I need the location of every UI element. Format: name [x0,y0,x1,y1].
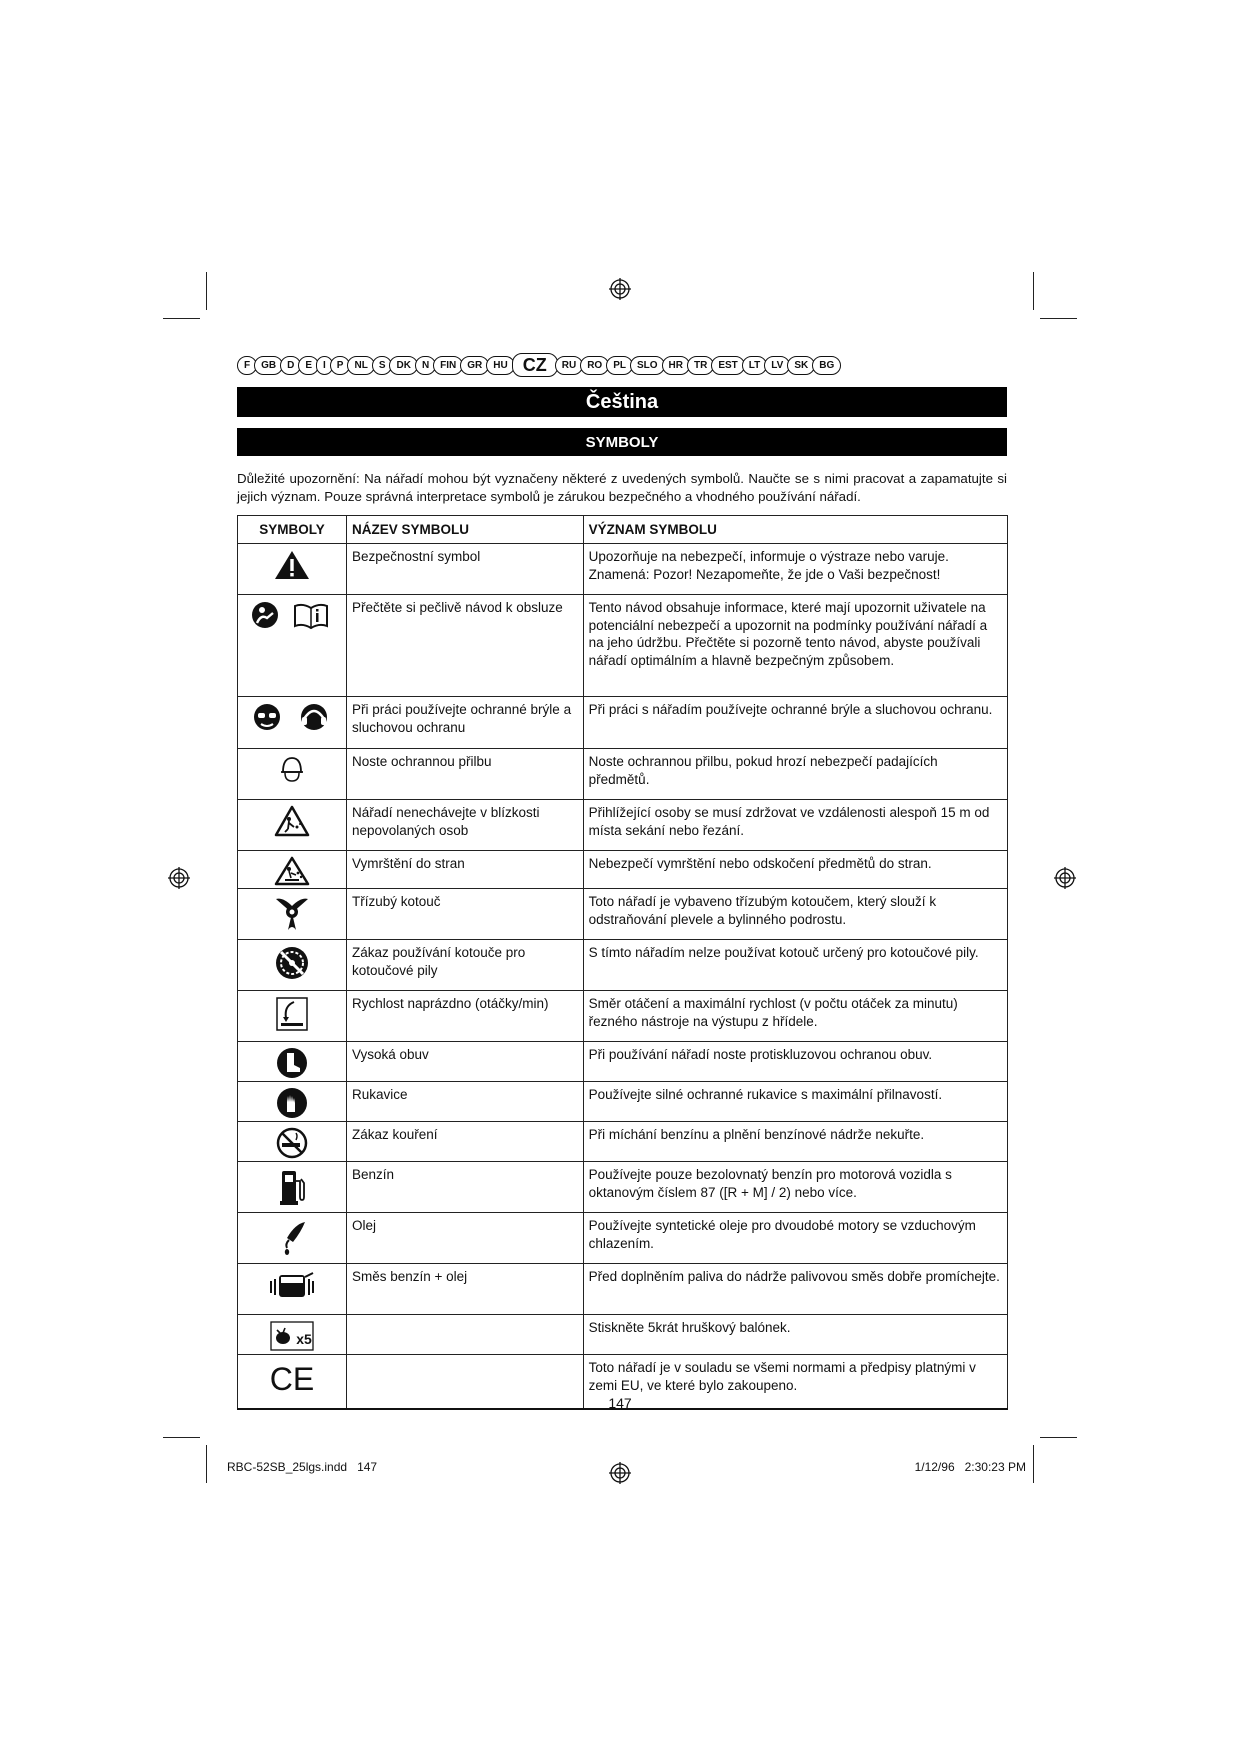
symbol-meaning: Používejte pouze bezolovnatý benzín pro motorová vozidla s oktanovým číslem 87 ([R + M] / 2) nebo více. [583,1162,1007,1213]
symbol-meaning: Používejte syntetické oleje pro dvoudobé motory se vzduchovým chlazením. [583,1213,1007,1264]
rotation-speed-icon [275,996,309,1032]
boots-icon [276,1047,308,1079]
primer-count-label: x5 [296,1331,312,1347]
symbol-name: Zákaz používání kotouče pro kotoučové pily [346,940,583,991]
gloves-icon [276,1087,308,1119]
registration-mark-icon [609,278,631,300]
symbol-name: Olej [346,1213,583,1264]
thrown-objects-icon [274,856,310,886]
lang-pill[interactable]: EST [711,356,744,375]
table-row [238,1122,1008,1162]
symbol-meaning: Toto nářadí je vybaveno třízubým kotoučem, který slouží k odstraňování plevele a bylinného podrostu. [583,889,1007,940]
symbol-cell [238,1162,347,1213]
symbol-cell [238,544,347,595]
table-row [238,851,1008,889]
symbol-cell [238,1042,347,1082]
language-selector [237,354,1007,376]
symbol-name: Vysoká obuv [346,1042,583,1082]
symbol-meaning: Při práci s nářadím používejte ochranné brýle a sluchovou ochranu. [583,697,1007,749]
ce-mark-label: CE [269,1361,315,1396]
table-row [238,1264,1008,1315]
lang-pill[interactable]: TR [687,356,714,375]
table-row [238,1213,1008,1264]
symbol-cell [238,1082,347,1122]
lang-pill[interactable]: RO [580,356,609,375]
symbol-cell [238,1264,347,1315]
symbol-name: Vymrštění do stran [346,851,583,889]
lang-pill[interactable]: LV [764,356,790,375]
lang-pill[interactable]: FIN [433,356,463,375]
table-header-row [238,516,1008,544]
symbol-cell [238,749,347,800]
column-header: VÝZNAM SYMBOLU [583,516,1007,544]
symbols-table [237,515,1008,1410]
lang-pill[interactable]: P [330,356,351,375]
crop-mark [1040,1437,1077,1438]
helmet-icon [277,754,307,784]
symbol-name: Směs benzín + olej [346,1264,583,1315]
crop-mark [206,272,207,310]
fuel-pump-icon [278,1167,306,1207]
symbol-name: Rychlost naprázdno (otáčky/min) [346,991,583,1042]
table-row [238,544,1008,595]
table-row [238,749,1008,800]
symbol-meaning: Používejte silné ochranné rukavice s maximální přilnavostí. [583,1082,1007,1122]
table-row [238,1082,1008,1122]
symbol-name: Benzín [346,1162,583,1213]
column-header: NÁZEV SYMBOLU [346,516,583,544]
table-row [238,1042,1008,1082]
lang-pill[interactable]: GR [460,356,489,375]
lang-pill[interactable]: NL [347,356,374,375]
table-row [238,1162,1008,1213]
symbol-meaning: Při míchání benzínu a plnění benzínové nádrže nekuřte. [583,1122,1007,1162]
table-row [238,800,1008,851]
no-saw-blade-icon [274,945,310,981]
symbol-cell [238,800,347,851]
crop-mark [1033,1445,1034,1483]
symbol-meaning: Stiskněte 5krát hruškový balónek. [583,1315,1007,1355]
lang-pill[interactable]: D [280,356,301,375]
intro-paragraph: Důležité upozornění: Na nářadí mohou být vyznačeny některé z uvedených symbolů. Naučte se s nimi pracovat a zapamatujte si jejich význam. Pouze správná interpretace symbolů je zárukou bezpečného a vhodného používání nářadí. [237,471,1007,504]
crop-mark [1040,318,1077,319]
three-tooth-blade-icon [273,894,311,932]
fuel-mix-icon [268,1269,316,1301]
symbol-name: Nářadí nenechávejte v blízkosti nepovolaných osob [346,800,583,851]
lang-pill[interactable]: BG [812,356,841,375]
symbol-meaning: Upozorňuje na nebezpečí, informuje o výstraze nebo varuje. Znamená: Pozor! Nezapomeňte, že jde o Vaši bezpečnost! [583,544,1007,595]
symbol-meaning: S tímto nářadím nelze používat kotouč určený pro kotoučové pily. [583,940,1007,991]
crop-mark [163,318,200,319]
symbol-meaning: Při používání nářadí noste protiskluzovou ochranou obuv. [583,1042,1007,1082]
oil-can-icon [277,1218,307,1258]
ce-mark-icon [269,1360,315,1396]
symbol-cell [238,595,347,697]
lang-pill-active[interactable]: CZ [512,353,558,377]
symbol-cell [238,1213,347,1264]
symbol-name: Rukavice [346,1082,583,1122]
symbol-meaning: Tento návod obsahuje informace, které mají upozornit uživatele na potenciální nebezpečí a upozornit na podmínky používání nářadí a na jeho údržbu. Přečtěte si pozorně tento návod, abyste používali nářadí optimálním a hlavně bezpečným způsobem. [583,595,1007,697]
symbol-name: Noste ochrannou přilbu [346,749,583,800]
symbol-name: Při práci používejte ochranné brýle a sluchovou ochranu [346,697,583,749]
symbol-cell [238,889,347,940]
symbol-meaning: Přihlížející osoby se musí zdržovat ve vzdálenosti alespoň 15 m od místa sekání nebo řezání. [583,800,1007,851]
lang-pill[interactable]: F [237,356,257,375]
lang-pill[interactable]: I [316,356,333,375]
lang-pill[interactable]: E [298,356,319,375]
symbol-meaning: Směr otáčení a maximální rychlost (v počtu otáček za minutu) řezného nástroje na výstupu z hřídele. [583,991,1007,1042]
table-row [238,595,1008,697]
eye-ear-protection-icon [251,702,333,734]
page-title: Čeština [237,387,1007,417]
footer-timestamp: 1/12/96 2:30:23 PM [914,1460,1026,1474]
symbol-cell [238,1315,347,1355]
table-row [238,991,1008,1042]
section-title: SYMBOLY [237,428,1007,456]
lang-pill[interactable]: LT [742,356,767,375]
table-row [238,697,1008,749]
symbol-cell [238,1122,347,1162]
registration-mark-icon [168,867,190,889]
page-number: 147 [608,1395,632,1411]
symbol-name: Zákaz kouření [346,1122,583,1162]
lang-pill[interactable]: GB [254,356,283,375]
lang-pill[interactable]: RU [555,356,583,375]
symbol-name [346,1315,583,1355]
symbol-meaning: Noste ochrannou přilbu, pokud hrozí nebezpečí padajících předmětů. [583,749,1007,800]
footer-filename: RBC-52SB_25lgs.indd 147 [227,1460,378,1474]
registration-mark-icon [1054,867,1076,889]
lang-pill[interactable]: SK [787,356,815,375]
crop-mark [163,1437,200,1438]
lang-pill[interactable]: SLO [630,356,665,375]
symbol-cell [238,991,347,1042]
lang-pill[interactable]: HR [662,356,690,375]
crop-mark [206,1445,207,1483]
column-header: SYMBOLY [238,516,347,544]
table-row [238,940,1008,991]
symbol-meaning: Před doplněním paliva do nádrže palivovou směs dobře promíchejte. [583,1264,1007,1315]
symbol-meaning: Nebezpečí vymrštění nebo odskočení předmětů do stran. [583,851,1007,889]
lang-pill[interactable]: N [415,356,436,375]
symbol-cell [238,851,347,889]
symbol-cell [238,697,347,749]
read-manual-icon [251,600,333,632]
crop-mark [1033,272,1034,310]
symbol-cell [238,940,347,991]
lang-pill[interactable]: DK [389,356,417,375]
keep-bystanders-away-icon [274,805,310,837]
primer-bulb-icon [269,1320,315,1352]
registration-mark-icon [609,1462,631,1484]
table-row [238,889,1008,940]
lang-pill[interactable]: S [372,356,393,375]
symbol-name: Přečtěte si pečlivě návod k obsluze [346,595,583,697]
symbol-meaning: Toto nářadí je v souladu se všemi normami a předpisy platnými v zemi EU, ve které bylo zakoupeno. [583,1355,1007,1409]
lang-pill[interactable]: HU [486,356,514,375]
safety-alert-icon [273,549,311,581]
symbol-name: Třízubý kotouč [346,889,583,940]
lang-pill[interactable]: PL [606,356,633,375]
symbol-name: Bezpečnostní symbol [346,544,583,595]
table-row [238,1315,1008,1355]
no-smoking-icon [276,1127,308,1159]
